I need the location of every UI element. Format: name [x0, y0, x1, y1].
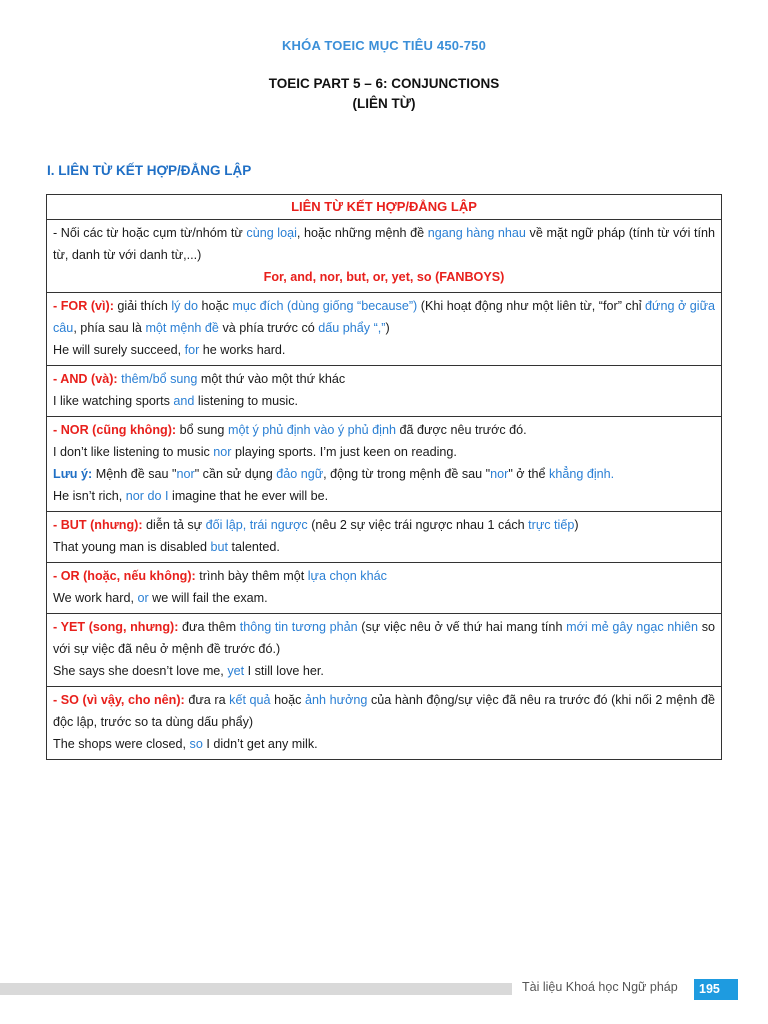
- footer-bar: [0, 983, 512, 995]
- table-row-so: [47, 687, 721, 759]
- title-line-2: (LIÊN TỪ): [352, 96, 416, 111]
- or-definition: - OR (hoặc, nếu không): trình bày thêm một lựa chọn khác: [53, 569, 387, 583]
- and-definition: - AND (và): thêm/bổ sung một thứ vào một thứ khác: [53, 372, 346, 386]
- nor-example-2: He isn’t rich, nor do I imagine that he ever will be.: [53, 489, 329, 503]
- fanboys-list: For, and, nor, but, or, yet, so (FANBOYS): [263, 270, 505, 284]
- table-row-and: [47, 366, 721, 417]
- but-example: That young man is disabled but talented.: [53, 540, 280, 554]
- so-definition: - SO (vì vậy, cho nên): đưa ra kết quả hoặc ảnh hưởng của hành động/sự việc đã nêu ra trước đó (khi nối 2 mệnh đề độc lập, trước so ta dùng dấu phẩy): [53, 693, 716, 729]
- section-heading: I. LIÊN TỪ KẾT HỢP/ĐẲNG LẬP: [47, 163, 252, 178]
- for-definition: - FOR (vì): giải thích lý do hoặc mục đích (dùng giống “because”) (Khi hoạt động như một liên từ, “for” chỉ đứng ở giữa câu, phía sau là một mệnh đề và phía trước có dấu phẩy “,”): [53, 299, 716, 335]
- table-row-intro: [47, 220, 721, 293]
- footer-text: Tài liệu Khoá học Ngữ pháp: [522, 980, 678, 994]
- and-example: I like watching sports and listening to music.: [53, 394, 299, 408]
- course-title: KHÓA TOEIC MỤC TIÊU 450-750: [281, 38, 487, 53]
- page-number: 195: [694, 979, 738, 1000]
- table-header: LIÊN TỪ KẾT HỢP/ĐẲNG LẬP: [47, 195, 721, 220]
- table-row-but: [47, 512, 721, 563]
- table-row-yet: [47, 614, 721, 687]
- but-definition: - BUT (nhưng): diễn tả sự đối lập, trái ngược (nêu 2 sự việc trái ngược nhau 1 cách trực tiếp): [53, 518, 579, 532]
- conjunctions-table: [46, 194, 722, 760]
- nor-definition: - NOR (cũng không): bổ sung một ý phủ định vào ý phủ định đã được nêu trước đó.: [53, 423, 527, 437]
- table-row-or: [47, 563, 721, 614]
- yet-example: She says she doesn’t love me, yet I still love her.: [53, 664, 324, 678]
- nor-note: Lưu ý: Mệnh đề sau "nor" cần sử dụng đảo ngữ, động từ trong mệnh đề sau "nor" ở thể khẳng định.: [53, 467, 615, 481]
- intro-text: - Nối các từ hoặc cụm từ/nhóm từ cùng loại, hoặc những mệnh đề ngang hàng nhau về mặt ngữ pháp (tính từ với tính từ, danh từ với danh từ,...): [53, 226, 715, 262]
- title-line-1: TOEIC PART 5 – 6: CONJUNCTIONS: [268, 76, 500, 91]
- nor-example-1: I don’t like listening to music nor playing sports. I’m just keen on reading.: [53, 445, 457, 459]
- table-row-for: [47, 293, 721, 366]
- table-row-nor: [47, 417, 721, 512]
- yet-definition: - YET (song, nhưng): đưa thêm thông tin tương phản (sự việc nêu ở vế thứ hai mang tính mới mẻ gây ngạc nhiên so với sự việc đã nêu ở mệnh đề trước đó.): [53, 620, 715, 656]
- document-title: [0, 74, 768, 114]
- for-example: He will surely succeed, for he works hard.: [53, 343, 286, 357]
- or-example: We work hard, or we will fail the exam.: [53, 591, 268, 605]
- so-example: The shops were closed, so I didn’t get any milk.: [53, 737, 318, 751]
